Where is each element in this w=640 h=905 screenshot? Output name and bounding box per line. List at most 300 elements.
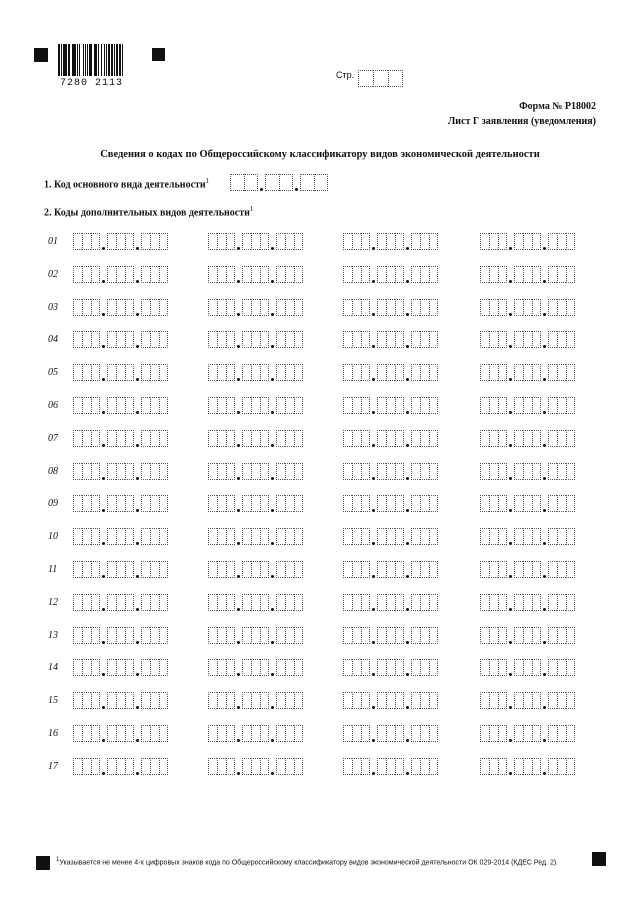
code-digit-cell[interactable] — [260, 430, 269, 447]
code-digit-cell[interactable] — [343, 627, 352, 644]
code-digit-cell[interactable] — [150, 266, 159, 283]
code-digit-cell[interactable] — [217, 331, 226, 348]
code-digit-cell[interactable] — [116, 299, 125, 316]
code-digit-cell[interactable] — [73, 299, 82, 316]
code-digit-cell[interactable] — [523, 758, 532, 775]
code-digit-cell[interactable] — [285, 233, 294, 250]
code-digit-cell[interactable] — [116, 364, 125, 381]
code-digit-cell[interactable] — [208, 692, 217, 709]
additional-code-field[interactable] — [343, 627, 438, 644]
code-digit-cell[interactable] — [208, 266, 217, 283]
code-digit-cell[interactable] — [208, 627, 217, 644]
code-digit-cell[interactable] — [352, 430, 361, 447]
code-digit-cell[interactable] — [386, 659, 395, 676]
code-digit-cell[interactable] — [489, 758, 498, 775]
code-digit-cell[interactable] — [294, 659, 303, 676]
code-digit-cell[interactable] — [242, 528, 251, 545]
code-digit-cell[interactable] — [150, 495, 159, 512]
code-digit-cell[interactable] — [107, 364, 116, 381]
code-digit-cell[interactable] — [251, 266, 260, 283]
code-digit-cell[interactable] — [548, 430, 557, 447]
code-digit-cell[interactable] — [251, 692, 260, 709]
code-digit-cell[interactable] — [116, 397, 125, 414]
code-digit-cell[interactable] — [260, 495, 269, 512]
code-digit-cell[interactable] — [566, 397, 575, 414]
code-digit-cell[interactable] — [429, 528, 438, 545]
code-digit-cell[interactable] — [107, 463, 116, 480]
code-digit-cell[interactable] — [361, 659, 370, 676]
code-digit-cell[interactable] — [523, 463, 532, 480]
code-digit-cell[interactable] — [116, 463, 125, 480]
code-digit-cell[interactable] — [514, 725, 523, 742]
code-digit-cell[interactable] — [411, 692, 420, 709]
code-digit-cell[interactable] — [566, 299, 575, 316]
code-digit-cell[interactable] — [343, 692, 352, 709]
additional-code-field[interactable] — [343, 463, 438, 480]
code-digit-cell[interactable] — [566, 627, 575, 644]
code-digit-cell[interactable] — [285, 627, 294, 644]
code-digit-cell[interactable] — [548, 659, 557, 676]
code-digit-cell[interactable] — [395, 692, 404, 709]
code-digit-cell[interactable] — [107, 528, 116, 545]
code-digit-cell[interactable] — [429, 266, 438, 283]
code-digit-cell[interactable] — [557, 725, 566, 742]
code-digit-cell[interactable] — [91, 692, 100, 709]
code-digit-cell[interactable] — [294, 299, 303, 316]
code-digit-cell[interactable] — [489, 495, 498, 512]
code-digit-cell[interactable] — [377, 627, 386, 644]
code-digit-cell[interactable] — [294, 594, 303, 611]
code-digit-cell[interactable] — [159, 692, 168, 709]
additional-code-field[interactable] — [480, 463, 575, 480]
code-digit-cell[interactable] — [276, 397, 285, 414]
code-digit-cell[interactable] — [150, 463, 159, 480]
code-digit-cell[interactable] — [498, 659, 507, 676]
code-digit-cell[interactable] — [107, 725, 116, 742]
code-digit-cell[interactable] — [361, 561, 370, 578]
code-digit-cell[interactable] — [377, 299, 386, 316]
code-digit-cell[interactable] — [514, 758, 523, 775]
code-digit-cell[interactable] — [116, 430, 125, 447]
additional-code-field[interactable] — [208, 299, 303, 316]
code-digit-cell[interactable] — [498, 758, 507, 775]
code-digit-cell[interactable] — [361, 430, 370, 447]
code-digit-cell[interactable] — [294, 430, 303, 447]
code-digit-cell[interactable] — [125, 659, 134, 676]
code-digit-cell[interactable] — [73, 659, 82, 676]
code-digit-cell[interactable] — [279, 174, 293, 191]
code-digit-cell[interactable] — [141, 495, 150, 512]
code-digit-cell[interactable] — [395, 331, 404, 348]
code-digit-cell[interactable] — [116, 594, 125, 611]
code-digit-cell[interactable] — [107, 495, 116, 512]
code-digit-cell[interactable] — [82, 659, 91, 676]
code-digit-cell[interactable] — [226, 266, 235, 283]
code-digit-cell[interactable] — [361, 463, 370, 480]
code-digit-cell[interactable] — [498, 299, 507, 316]
additional-code-field[interactable] — [480, 364, 575, 381]
code-digit-cell[interactable] — [480, 495, 489, 512]
code-digit-cell[interactable] — [420, 528, 429, 545]
additional-code-field[interactable] — [480, 594, 575, 611]
code-digit-cell[interactable] — [514, 331, 523, 348]
code-digit-cell[interactable] — [532, 430, 541, 447]
code-digit-cell[interactable] — [141, 364, 150, 381]
code-digit-cell[interactable] — [498, 627, 507, 644]
code-digit-cell[interactable] — [480, 627, 489, 644]
code-digit-cell[interactable] — [294, 364, 303, 381]
code-digit-cell[interactable] — [276, 627, 285, 644]
code-digit-cell[interactable] — [242, 266, 251, 283]
code-digit-cell[interactable] — [489, 364, 498, 381]
code-digit-cell[interactable] — [489, 397, 498, 414]
code-digit-cell[interactable] — [377, 561, 386, 578]
code-digit-cell[interactable] — [150, 627, 159, 644]
code-digit-cell[interactable] — [523, 364, 532, 381]
code-digit-cell[interactable] — [141, 758, 150, 775]
code-digit-cell[interactable] — [480, 266, 489, 283]
code-digit-cell[interactable] — [159, 528, 168, 545]
code-digit-cell[interactable] — [523, 627, 532, 644]
code-digit-cell[interactable] — [217, 528, 226, 545]
code-digit-cell[interactable] — [523, 266, 532, 283]
code-digit-cell[interactable] — [420, 463, 429, 480]
code-digit-cell[interactable] — [532, 659, 541, 676]
code-digit-cell[interactable] — [91, 627, 100, 644]
code-digit-cell[interactable] — [429, 725, 438, 742]
additional-code-field[interactable] — [480, 659, 575, 676]
code-digit-cell[interactable] — [276, 725, 285, 742]
code-digit-cell[interactable] — [150, 594, 159, 611]
additional-code-field[interactable] — [343, 430, 438, 447]
code-digit-cell[interactable] — [217, 463, 226, 480]
additional-code-field[interactable] — [73, 758, 168, 775]
additional-code-field[interactable] — [208, 594, 303, 611]
code-digit-cell[interactable] — [523, 331, 532, 348]
code-digit-cell[interactable] — [208, 463, 217, 480]
additional-code-field[interactable] — [73, 528, 168, 545]
code-digit-cell[interactable] — [557, 266, 566, 283]
code-digit-cell[interactable] — [91, 430, 100, 447]
code-digit-cell[interactable] — [395, 463, 404, 480]
code-digit-cell[interactable] — [285, 463, 294, 480]
code-digit-cell[interactable] — [489, 692, 498, 709]
code-digit-cell[interactable] — [125, 725, 134, 742]
code-digit-cell[interactable] — [514, 233, 523, 250]
code-digit-cell[interactable] — [294, 758, 303, 775]
code-digit-cell[interactable] — [251, 528, 260, 545]
code-digit-cell[interactable] — [420, 430, 429, 447]
code-digit-cell[interactable] — [141, 430, 150, 447]
code-digit-cell[interactable] — [300, 174, 314, 191]
code-digit-cell[interactable] — [242, 331, 251, 348]
code-digit-cell[interactable] — [314, 174, 328, 191]
code-digit-cell[interactable] — [150, 692, 159, 709]
code-digit-cell[interactable] — [107, 397, 116, 414]
code-digit-cell[interactable] — [548, 463, 557, 480]
code-digit-cell[interactable] — [251, 331, 260, 348]
additional-code-field[interactable] — [73, 430, 168, 447]
additional-code-field[interactable] — [73, 463, 168, 480]
code-digit-cell[interactable] — [480, 561, 489, 578]
code-digit-cell[interactable] — [141, 594, 150, 611]
code-digit-cell[interactable] — [480, 331, 489, 348]
code-digit-cell[interactable] — [395, 561, 404, 578]
code-digit-cell[interactable] — [532, 463, 541, 480]
code-digit-cell[interactable] — [294, 397, 303, 414]
code-digit-cell[interactable] — [125, 331, 134, 348]
code-digit-cell[interactable] — [276, 594, 285, 611]
code-digit-cell[interactable] — [377, 463, 386, 480]
code-digit-cell[interactable] — [141, 725, 150, 742]
code-digit-cell[interactable] — [141, 692, 150, 709]
code-digit-cell[interactable] — [343, 758, 352, 775]
code-digit-cell[interactable] — [217, 299, 226, 316]
code-digit-cell[interactable] — [251, 430, 260, 447]
code-digit-cell[interactable] — [82, 758, 91, 775]
code-digit-cell[interactable] — [480, 692, 489, 709]
code-digit-cell[interactable] — [265, 174, 279, 191]
code-digit-cell[interactable] — [566, 495, 575, 512]
code-digit-cell[interactable] — [377, 331, 386, 348]
code-digit-cell[interactable] — [498, 725, 507, 742]
code-digit-cell[interactable] — [107, 331, 116, 348]
code-digit-cell[interactable] — [285, 299, 294, 316]
additional-code-field[interactable] — [343, 758, 438, 775]
code-digit-cell[interactable] — [480, 364, 489, 381]
code-digit-cell[interactable] — [159, 495, 168, 512]
code-digit-cell[interactable] — [107, 430, 116, 447]
code-digit-cell[interactable] — [73, 495, 82, 512]
code-digit-cell[interactable] — [125, 692, 134, 709]
code-digit-cell[interactable] — [514, 299, 523, 316]
code-digit-cell[interactable] — [159, 627, 168, 644]
code-digit-cell[interactable] — [548, 266, 557, 283]
code-digit-cell[interactable] — [411, 430, 420, 447]
code-digit-cell[interactable] — [251, 627, 260, 644]
additional-code-field[interactable] — [480, 233, 575, 250]
code-digit-cell[interactable] — [532, 266, 541, 283]
code-digit-cell[interactable] — [343, 495, 352, 512]
code-digit-cell[interactable] — [498, 463, 507, 480]
code-digit-cell[interactable] — [260, 594, 269, 611]
code-digit-cell[interactable] — [294, 495, 303, 512]
code-digit-cell[interactable] — [566, 463, 575, 480]
code-digit-cell[interactable] — [361, 692, 370, 709]
code-digit-cell[interactable] — [82, 430, 91, 447]
code-digit-cell[interactable] — [141, 299, 150, 316]
code-digit-cell[interactable] — [411, 659, 420, 676]
code-digit-cell[interactable] — [208, 528, 217, 545]
code-digit-cell[interactable] — [361, 627, 370, 644]
code-digit-cell[interactable] — [420, 561, 429, 578]
additional-code-field[interactable] — [343, 692, 438, 709]
code-digit-cell[interactable] — [420, 692, 429, 709]
code-digit-cell[interactable] — [386, 561, 395, 578]
code-digit-cell[interactable] — [82, 725, 91, 742]
code-digit-cell[interactable] — [557, 299, 566, 316]
code-digit-cell[interactable] — [141, 528, 150, 545]
code-digit-cell[interactable] — [480, 430, 489, 447]
code-digit-cell[interactable] — [343, 430, 352, 447]
code-digit-cell[interactable] — [217, 659, 226, 676]
additional-code-field[interactable] — [73, 233, 168, 250]
code-digit-cell[interactable] — [548, 528, 557, 545]
code-digit-cell[interactable] — [260, 331, 269, 348]
code-digit-cell[interactable] — [73, 725, 82, 742]
code-digit-cell[interactable] — [107, 692, 116, 709]
code-digit-cell[interactable] — [395, 397, 404, 414]
additional-code-field[interactable] — [73, 692, 168, 709]
code-digit-cell[interactable] — [276, 233, 285, 250]
code-digit-cell[interactable] — [150, 528, 159, 545]
additional-code-field[interactable] — [73, 561, 168, 578]
code-digit-cell[interactable] — [226, 364, 235, 381]
code-digit-cell[interactable] — [386, 430, 395, 447]
additional-code-field[interactable] — [73, 659, 168, 676]
code-digit-cell[interactable] — [361, 397, 370, 414]
code-digit-cell[interactable] — [73, 233, 82, 250]
code-digit-cell[interactable] — [514, 627, 523, 644]
code-digit-cell[interactable] — [208, 364, 217, 381]
code-digit-cell[interactable] — [251, 463, 260, 480]
code-digit-cell[interactable] — [91, 725, 100, 742]
code-digit-cell[interactable] — [532, 561, 541, 578]
code-digit-cell[interactable] — [260, 758, 269, 775]
code-digit-cell[interactable] — [107, 233, 116, 250]
code-digit-cell[interactable] — [73, 758, 82, 775]
code-digit-cell[interactable] — [217, 233, 226, 250]
code-digit-cell[interactable] — [208, 233, 217, 250]
code-digit-cell[interactable] — [159, 430, 168, 447]
code-digit-cell[interactable] — [352, 692, 361, 709]
code-digit-cell[interactable] — [73, 331, 82, 348]
code-digit-cell[interactable] — [489, 725, 498, 742]
code-digit-cell[interactable] — [73, 561, 82, 578]
code-digit-cell[interactable] — [116, 266, 125, 283]
code-digit-cell[interactable] — [217, 364, 226, 381]
additional-code-field[interactable] — [480, 430, 575, 447]
code-digit-cell[interactable] — [251, 397, 260, 414]
code-digit-cell[interactable] — [82, 561, 91, 578]
code-digit-cell[interactable] — [125, 364, 134, 381]
code-digit-cell[interactable] — [285, 528, 294, 545]
code-digit-cell[interactable] — [548, 561, 557, 578]
code-digit-cell[interactable] — [82, 463, 91, 480]
code-digit-cell[interactable] — [159, 758, 168, 775]
additional-code-field[interactable] — [480, 299, 575, 316]
code-digit-cell[interactable] — [208, 331, 217, 348]
code-digit-cell[interactable] — [557, 758, 566, 775]
code-digit-cell[interactable] — [260, 725, 269, 742]
code-digit-cell[interactable] — [489, 331, 498, 348]
additional-code-field[interactable] — [208, 364, 303, 381]
additional-code-field[interactable] — [208, 266, 303, 283]
code-digit-cell[interactable] — [429, 627, 438, 644]
code-digit-cell[interactable] — [548, 299, 557, 316]
code-digit-cell[interactable] — [514, 561, 523, 578]
code-digit-cell[interactable] — [217, 725, 226, 742]
additional-code-field[interactable] — [73, 364, 168, 381]
code-digit-cell[interactable] — [226, 299, 235, 316]
code-digit-cell[interactable] — [242, 758, 251, 775]
code-digit-cell[interactable] — [429, 331, 438, 348]
code-digit-cell[interactable] — [91, 594, 100, 611]
code-digit-cell[interactable] — [489, 528, 498, 545]
code-digit-cell[interactable] — [141, 463, 150, 480]
code-digit-cell[interactable] — [377, 692, 386, 709]
code-digit-cell[interactable] — [217, 495, 226, 512]
code-digit-cell[interactable] — [386, 299, 395, 316]
code-digit-cell[interactable] — [251, 758, 260, 775]
code-digit-cell[interactable] — [352, 561, 361, 578]
code-digit-cell[interactable] — [548, 331, 557, 348]
code-digit-cell[interactable] — [480, 463, 489, 480]
code-digit-cell[interactable] — [208, 594, 217, 611]
code-digit-cell[interactable] — [361, 758, 370, 775]
code-digit-cell[interactable] — [141, 659, 150, 676]
code-digit-cell[interactable] — [377, 364, 386, 381]
code-digit-cell[interactable] — [352, 233, 361, 250]
code-digit-cell[interactable] — [73, 692, 82, 709]
code-digit-cell[interactable] — [489, 430, 498, 447]
additional-code-field[interactable] — [73, 299, 168, 316]
code-digit-cell[interactable] — [386, 692, 395, 709]
code-digit-cell[interactable] — [91, 659, 100, 676]
code-digit-cell[interactable] — [386, 627, 395, 644]
code-digit-cell[interactable] — [226, 692, 235, 709]
code-digit-cell[interactable] — [276, 364, 285, 381]
code-digit-cell[interactable] — [91, 266, 100, 283]
code-digit-cell[interactable] — [226, 463, 235, 480]
code-digit-cell[interactable] — [116, 233, 125, 250]
additional-code-field[interactable] — [480, 725, 575, 742]
code-digit-cell[interactable] — [260, 659, 269, 676]
code-digit-cell[interactable] — [498, 528, 507, 545]
page-digit-cell[interactable] — [358, 70, 373, 87]
code-digit-cell[interactable] — [208, 397, 217, 414]
code-digit-cell[interactable] — [226, 561, 235, 578]
code-digit-cell[interactable] — [377, 397, 386, 414]
code-digit-cell[interactable] — [208, 430, 217, 447]
code-digit-cell[interactable] — [395, 594, 404, 611]
code-digit-cell[interactable] — [226, 233, 235, 250]
code-digit-cell[interactable] — [285, 758, 294, 775]
code-digit-cell[interactable] — [411, 266, 420, 283]
code-digit-cell[interactable] — [125, 430, 134, 447]
code-digit-cell[interactable] — [343, 659, 352, 676]
code-digit-cell[interactable] — [352, 331, 361, 348]
code-digit-cell[interactable] — [514, 463, 523, 480]
code-digit-cell[interactable] — [251, 299, 260, 316]
code-digit-cell[interactable] — [566, 528, 575, 545]
code-digit-cell[interactable] — [276, 495, 285, 512]
code-digit-cell[interactable] — [116, 495, 125, 512]
additional-code-field[interactable] — [73, 331, 168, 348]
additional-code-field[interactable] — [343, 299, 438, 316]
code-digit-cell[interactable] — [514, 495, 523, 512]
code-digit-cell[interactable] — [116, 725, 125, 742]
code-digit-cell[interactable] — [498, 430, 507, 447]
code-digit-cell[interactable] — [566, 725, 575, 742]
code-digit-cell[interactable] — [411, 331, 420, 348]
code-digit-cell[interactable] — [523, 299, 532, 316]
code-digit-cell[interactable] — [285, 495, 294, 512]
code-digit-cell[interactable] — [395, 659, 404, 676]
code-digit-cell[interactable] — [159, 397, 168, 414]
additional-code-field[interactable] — [343, 594, 438, 611]
code-digit-cell[interactable] — [91, 331, 100, 348]
